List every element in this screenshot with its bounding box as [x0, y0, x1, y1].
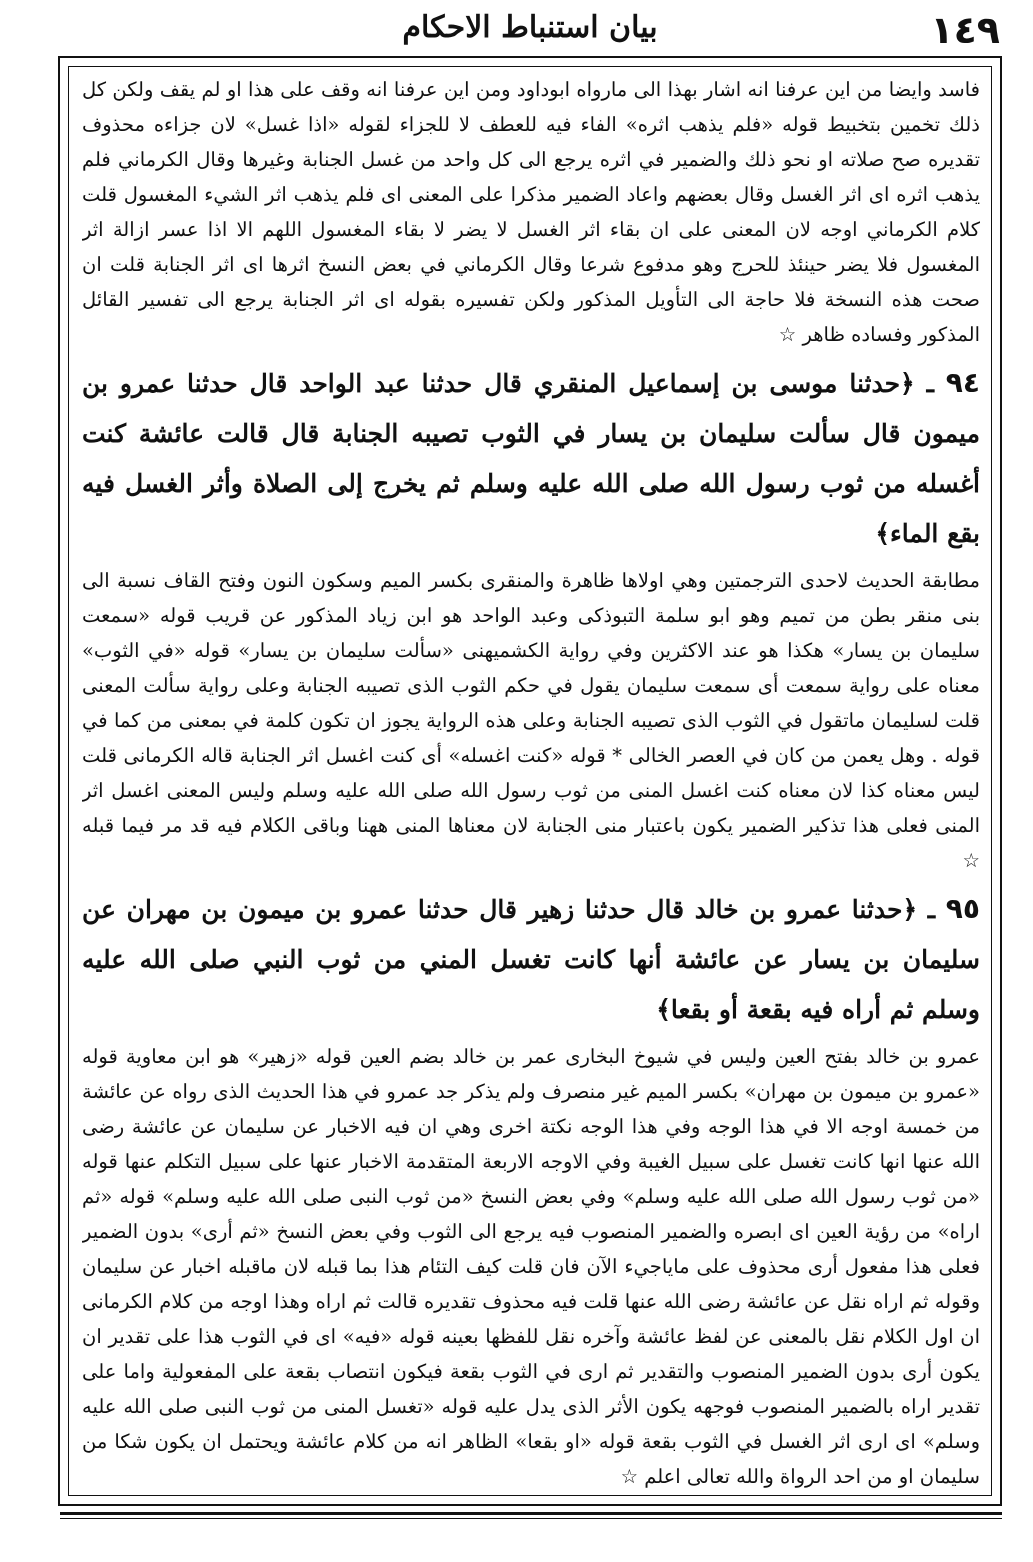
hadith-95: ٩٥ ـ ﴿حدثنا عمرو بن خالد قال حدثنا زهير قال حدثنا عمرو بن ميمون بن مهران عن سليمان بن يسار عن عائشة أنها كانت تغسل المني من ثوب النبي صلى الله عليه وسلم ثم أراه فيه بقعة أو بقعا﴾: [82, 892, 980, 1024]
commentary-paragraph: مطابقة الحديث لاحدى الترجمتين وهي اولاها ظاهرة والمنقرى بكسر الميم وسكون النون وفتح القاف نسبة الى بنى منقر بطن من تميم وهو ابو سلمة التبوذكى وعبد الواحد هو ابن زياد المذكور عن قريب قوله «سمعت سليمان بن يسار» هكذا هو عند الاكثرين وفي رواية الكشميهنى «سألت سليمان بن يسار» قوله «في الثوب» معناه على رواية سمعت أى سمعت سليمان يقول في حكم الثوب الذى تصيبه الجنابة وعلى رواية سألت المعنى قلت لسليمان ماتقول في الثوب الذى تصيبه الجنابة وعلى هذه الرواية يجوز ان تكون كلمة في بمعنى من كما في قوله . وهل يعمن من كان في العصر الخالى * قوله «كنت اغسله» أى كنت اغسل اثر الجنابة قاله الكرمانى قلت ليس معناه كذا لان معناه كنت اغسل المنى من ثوب رسول الله صلى الله عليه وسلم وليس المعنى اغسل اثر المنى فعلى هذا تذكير الضمير يكون باعتبار منى الجنابة لان معناها المنى ههنا وباقى الكلام فيه قد مر فيما قبله ☆: [82, 569, 980, 872]
hadith-text: ﴿حدثنا عمرو بن خالد قال حدثنا زهير قال حدثنا عمرو بن ميمون بن مهران عن سليمان بن يسار عن عائشة أنها كانت تغسل المني من ثوب النبي صلى الله عليه وسلم ثم أراه فيه بقعة أو بقعا﴾: [82, 895, 980, 1024]
bottom-rule-thin: [60, 1518, 1002, 1519]
page-body: [82, 72, 980, 1490]
hadith-text: ﴿حدثنا موسى بن إسماعيل المنقري قال حدثنا عبد الواحد قال حدثنا عمرو بن ميمون قال سألت سليمان بن يسار في الثوب تصيبه الجنابة قال قالت عائشة كنت أغسله من ثوب رسول الله صلى الله عليه وسلم ثم يخرج إلى الصلاة وأثر الغسل فيه بقع الماء﴾: [82, 369, 980, 548]
hadith-number: ٩٥: [945, 892, 980, 925]
bottom-rule: [60, 1512, 1002, 1515]
running-title: بيان استنباط الاحكام: [402, 10, 658, 45]
hadith-94: ٩٤ ـ ﴿حدثنا موسى بن إسماعيل المنقري قال حدثنا عبد الواحد قال حدثنا عمرو بن ميمون قال سألت سليمان بن يسار في الثوب تصيبه الجنابة قال قالت عائشة كنت أغسله من ثوب رسول الله صلى الله عليه وسلم ثم يخرج إلى الصلاة وأثر الغسل فيه بقع الماء﴾: [82, 366, 980, 548]
commentary-paragraph: عمرو بن خالد بفتح العين وليس في شيوخ البخارى عمر بن خالد بضم العين قوله «زهير» هو ابن معاوية قوله «عمرو بن ميمون بن مهران» بكسر الميم غير منصرف ولم يذكر جد عمرو في هذا الحديث الذى رواه عن عائشة من خمسة اوجه الا في هذا الوجه وفي هذا الوجه نكتة اخرى وهي ان فيه الاخبار عن سليمان عن عائشة رضى الله عنها انها كانت تغسل على سبيل الغيبة وفي الاوجه الاربعة المتقدمة الاخبار عنها على سبيل التكلم عنها قوله «من ثوب رسول الله صلى الله عليه وسلم» وفي بعض النسخ «من ثوب النبى صلى الله عليه وسلم» قوله «ثم اراه» من رؤية العين اى ابصره والضمير المنصوب فيه يرجع الى الثوب وفي بعض النسخ «ثم أرى» بدون الضمير فعلى هذا مفعول أرى محذوف على ماياجيء الآن فان قلت كيف التئام هذا بما قبله لان ماقبله اخبار عن سليمان وقوله ثم اراه نقل عن عائشة رضى الله عنها قلت فيه محذوف تقديره قالت ثم اراه وهذا اوجه من كلام الكرمانى ان اول الكلام نقل بالمعنى عن لفظ عائشة وآخره نقل للفظها بعينه قوله «فيه» اى في الثوب هذا على تقدير ان يكون أرى بدون الضمير المنصوب والتقدير ثم ارى في الثوب بقعة فيكون انتصاب بقعة على المفعولية واما على تقدير اراه بالضمير المنصوب فوجهه يكون الأثر الذى يدل عليه قوله «تغسل المنى من ثوب النبى صلى الله عليه وسلم» اى ارى اثر الغسل في الثوب بقعة قوله «او بقعا» الظاهر انه من كلام عائشة ويحتمل ان يكون شكا من سليمان او من احد الرواة والله تعالى اعلم ☆: [82, 1045, 980, 1488]
page-header: [60, 8, 1000, 52]
page-number: ١٤٩: [930, 8, 1000, 52]
hadith-number: ٩٤: [945, 366, 980, 399]
commentary-paragraph: فاسد وايضا من اين عرفنا انه اشار بهذا الى مارواه ابوداود ومن اين عرفنا انه وقف على هذا او لم يقف ولكن كل ذلك تخمين بتخبيط قوله «فلم يذهب اثره» الفاء فيه للعطف لا للجزاء لقوله «اذا غسل» لان جزاءه محذوف تقديره صح صلاته او نحو ذلك والضمير في اثره يرجع الى كل واحد من غسل الجنابة وغيرها وقال الكرماني فلم يذهب اثره اى اثر الغسل وقال بعضهم واعاد الضمير مذكرا على المعنى اى فلم يذهب اثر الشيء المغسول قلت كلام الكرماني اوجه لان المعنى على ان بقاء اثر الغسل لا يضر لا بقاء المغسول اللهم الا اذا عسر ازالة اثر المغسول فلا يضر حينئذ للحرج وهو مدفوع شرعا وقال الكرماني في بعض النسخ اثرها اى اثر الجنابة قلت ان صحت هذه النسخة فلا حاجة الى التأويل المذكور ولكن تفسيره بقوله اى اثر الجنابة يرجع الى تفسير القائل المذكور وفساده ظاهر ☆: [82, 78, 980, 346]
